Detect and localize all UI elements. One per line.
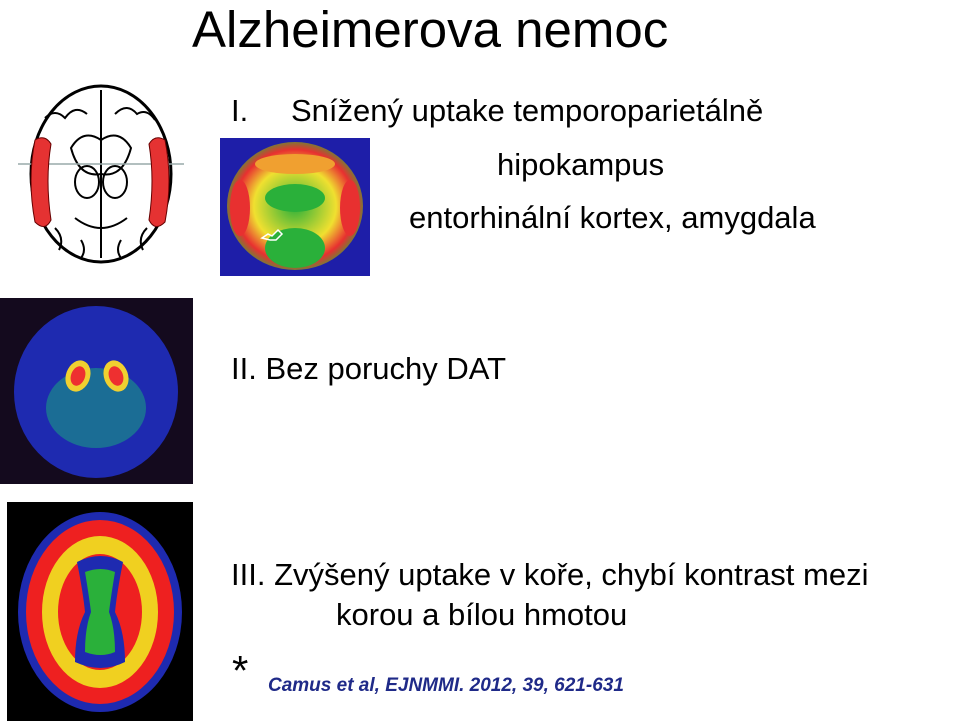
section3-line2: korou a bílou hmotou [336,597,628,632]
section3-line1: III. Zvýšený uptake v kořе, chybí kontrast mezi [231,557,869,592]
section1-line2: hipokampus [497,147,665,182]
section1-line1 [231,92,763,130]
footnote-marker: * [232,647,249,694]
mri-pet-axial [7,502,193,721]
citation: Camus et al, EJNMMI. 2012, 39, 621-631 [268,675,624,696]
section1-number: I. [231,93,249,128]
dat-scan-normal [0,298,193,484]
brain-diagram [15,78,187,268]
pet-scan-temporoparietal [220,138,370,276]
section2-text: II. Bez poruchy DAT [231,351,507,386]
section1-heading: Snížený uptake temporoparietálně [291,93,764,128]
section1-line3: entorhinální kortex, amygdala [409,200,816,235]
slide-title: Alzheimerova nemoc [192,1,669,58]
